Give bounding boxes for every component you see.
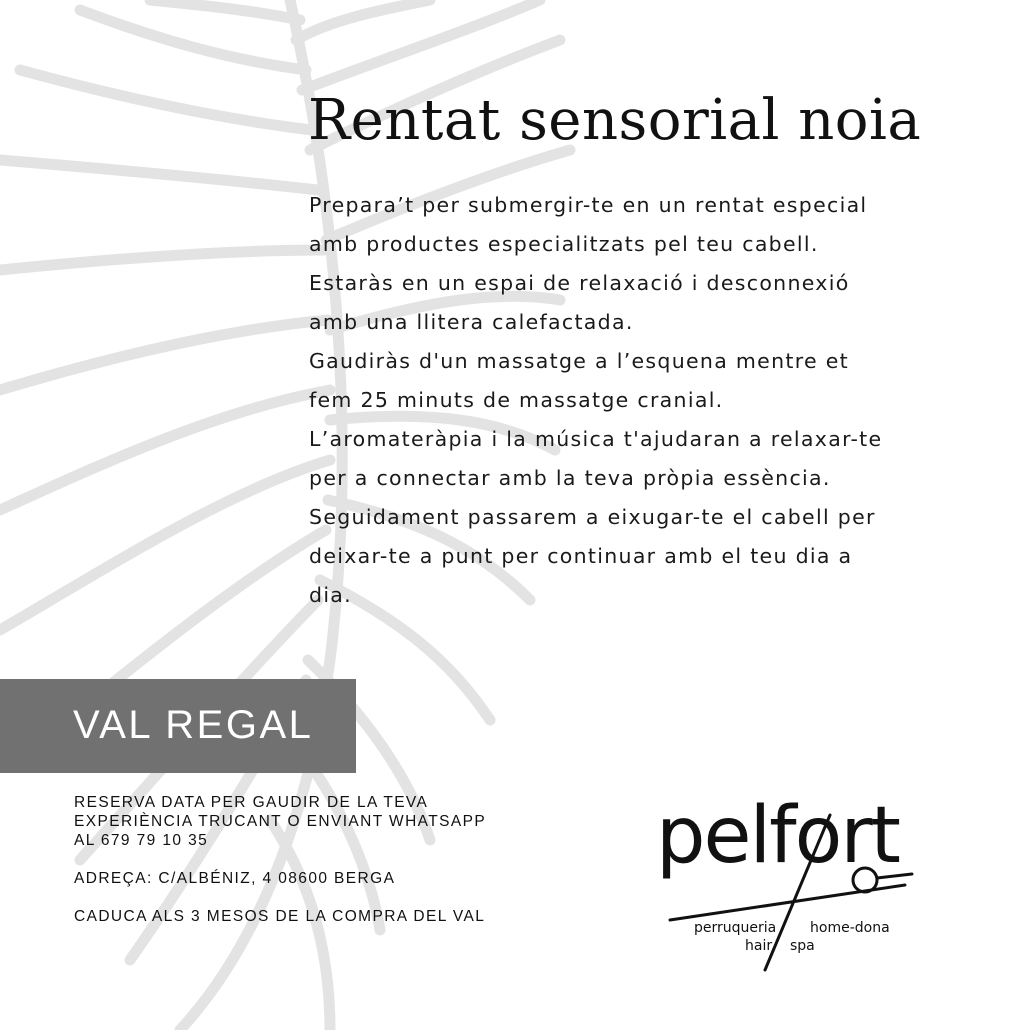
description-line: deixar-te a punt per continuar amb el teu dia a [309, 544, 853, 568]
booking-line: EXPERIÈNCIA TRUCANT O ENVIANT WHATSAPP [74, 813, 487, 830]
logo-tag-perruqueria: perruqueria [694, 920, 777, 936]
description-line: Gaudiràs d'un massatge a l’esquena mentre et [309, 349, 849, 373]
expiry-line: CADUCA ALS 3 MESOS DE LA COMPRA DEL VAL [74, 908, 486, 925]
description-line: fem 25 minuts de massatge cranial. [309, 388, 724, 412]
description-line: amb una llitera calefactada. [309, 310, 634, 334]
gift-voucher-banner [0, 679, 356, 773]
booking-line: RESERVA DATA PER GAUDIR DE LA TEVA [74, 794, 429, 811]
description-line: per a connectar amb la teva pròpia essència. [309, 466, 831, 490]
voucher-info [74, 793, 486, 926]
description [309, 186, 949, 615]
description-line: Estaràs en un espai de relaxació i desconnexió [309, 271, 850, 295]
description-line: L’aromateràpia i la música t'ajudaran a relaxar-te [309, 427, 883, 451]
address-line: ADREÇA: C/ALBÉNIZ, 4 08600 BERGA [74, 870, 396, 887]
description-line: dia. [309, 583, 352, 607]
logo-tag-spa: spa [790, 938, 815, 954]
logo-tag-hair: hair [745, 938, 773, 954]
logo-wordmark: pelfort [656, 791, 900, 881]
pelfort-logo [650, 770, 940, 980]
logo-tag-home-dona: home-dona [810, 920, 890, 936]
booking-line: AL 679 79 10 35 [74, 832, 209, 849]
page-title: Rentat sensorial noia [308, 88, 922, 153]
description-line: Seguidament passarem a eixugar-te el cabell per [309, 505, 876, 529]
description-line: amb productes especialitzats pel teu cabell. [309, 232, 819, 256]
gift-voucher-label: VAL REGAL [73, 703, 314, 747]
description-line: Prepara’t per submergir-te en un rentat especial [309, 193, 868, 217]
